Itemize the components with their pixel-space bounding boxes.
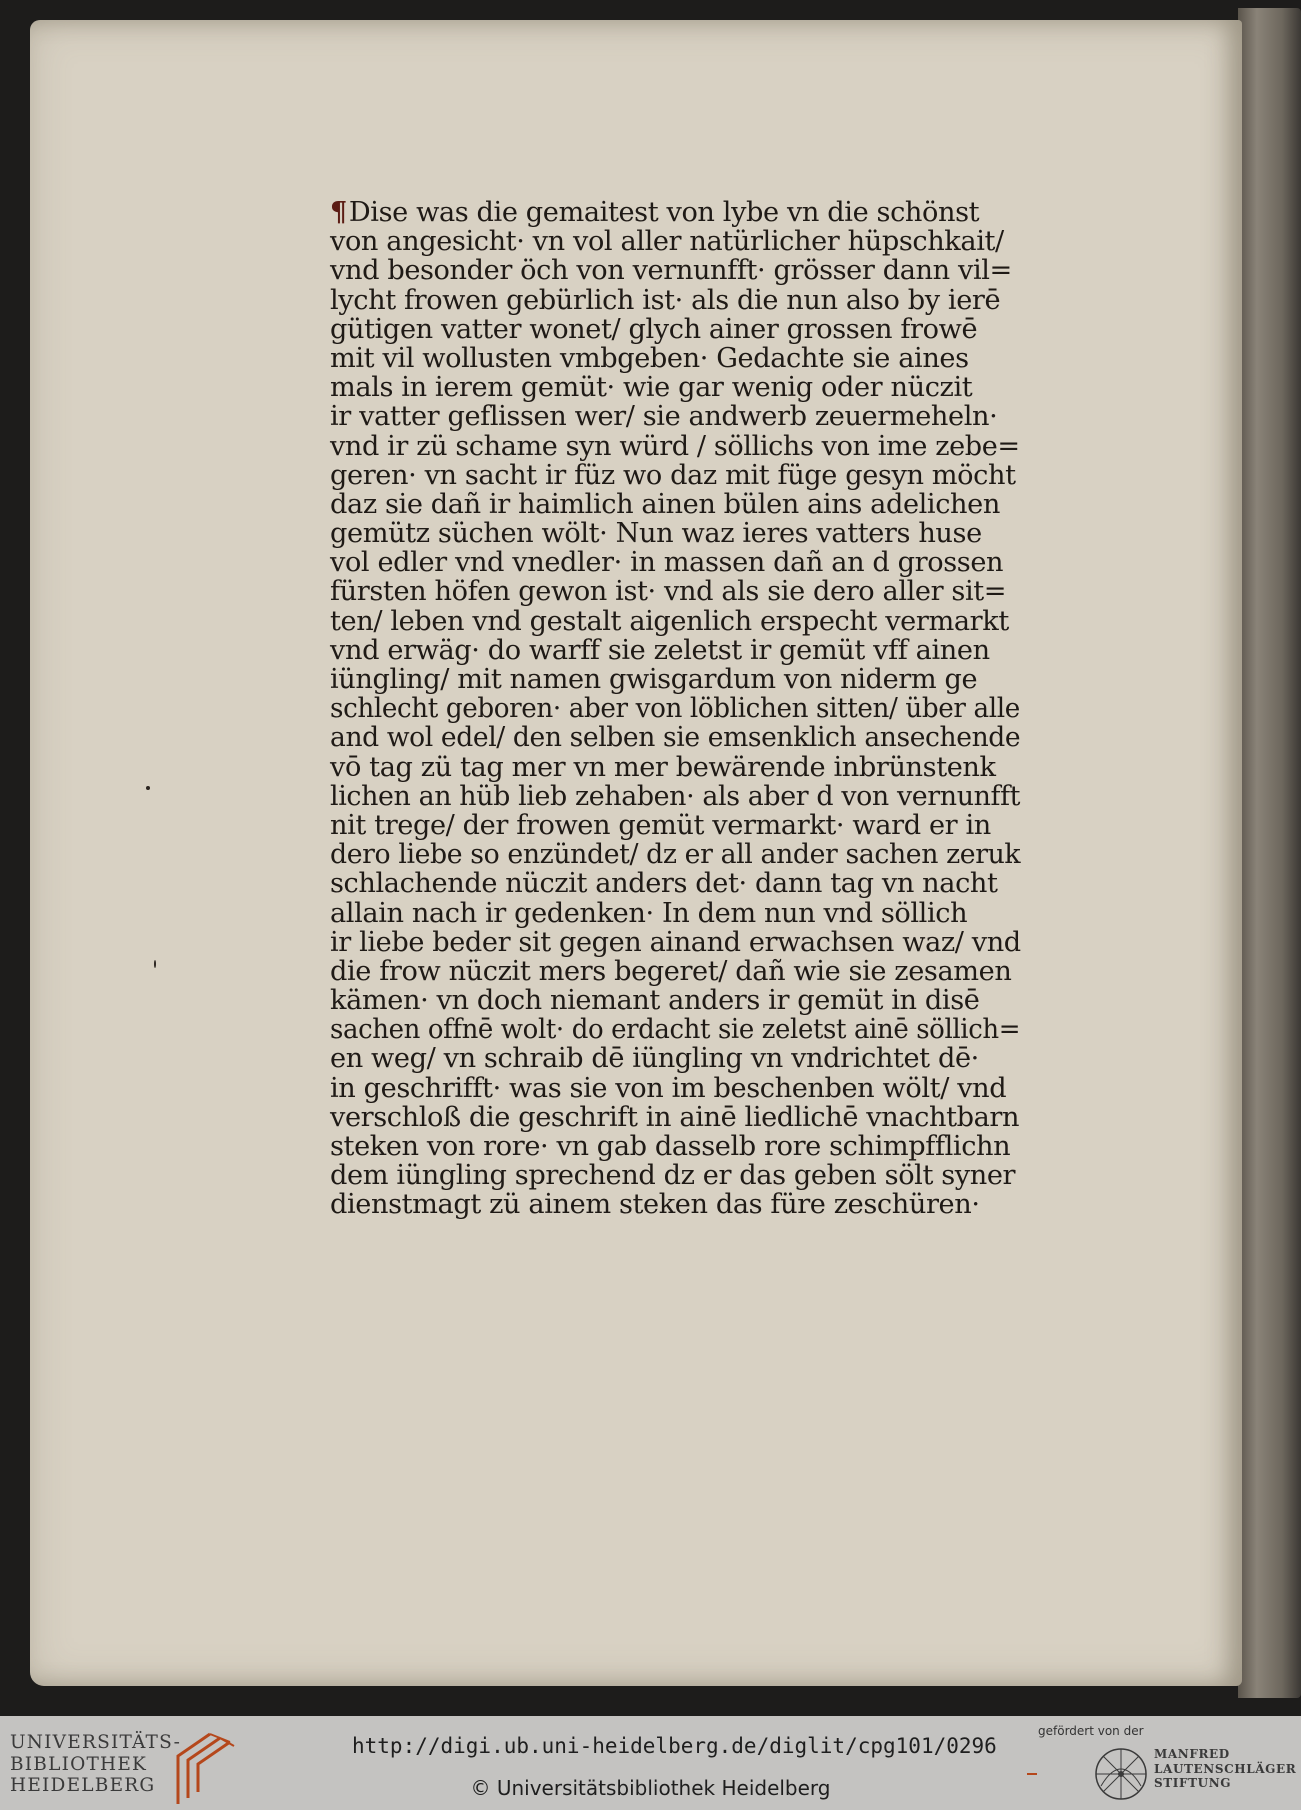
text-line-content: Dise was die gemaitest von lybe vn die schönst — [348, 197, 980, 228]
text-line: verschloß die geschrift in ainē liedlichē vnachtbarn — [330, 1101, 1020, 1133]
permalink-url[interactable]: http://digi.ub.uni-heidelberg.de/diglit/cpg101/0296 — [352, 1734, 997, 1758]
text-line: ir liebe beder sit gegen ainand erwachsen waz/ vnd — [330, 926, 1021, 958]
sponsor-name — [1154, 1747, 1296, 1791]
text-line: die frow nüczit mers begeret/ dañ wie sie zesamen — [330, 955, 1012, 987]
blackletter-text-block — [330, 196, 1021, 1221]
text-line: schlecht geboren· aber von löblichen sitten/ über alle — [330, 693, 1020, 725]
pilcrow-icon: ¶ — [330, 196, 347, 228]
page-edge — [1238, 8, 1301, 1698]
text-line: ir vatter geflissen wer/ sie andwerb zeuermeheln· — [330, 401, 998, 433]
library-name-line: UNIVERSITÄTS- — [10, 1732, 182, 1753]
text-line: in geschrifft· was sie von im beschenben wölt/ vnd — [330, 1072, 1007, 1104]
text-line: daz sie dañ ir haimlich ainen bülen ains adelichen — [330, 488, 1000, 520]
text-line: mit vil wollusten vmbgeben· Gedachte sie aines — [330, 342, 969, 374]
text-line: ten/ leben vnd gestalt aigenlich erspecht vermarkt — [330, 605, 1009, 637]
text-line: fürsten höfen gewon ist· vnd als sie dero aller sit= — [330, 576, 1007, 608]
text-line: sachen offnē wolt· do erdacht sie zeletst ainē söllich= — [330, 1014, 1021, 1046]
text-line: geren· vn sacht ir füz wo daz mit füge gesyn möcht — [330, 459, 1016, 491]
sponsor-name-line: MANFRED — [1154, 1747, 1230, 1761]
text-line: schlachende nüczit anders det· dann tag vn nacht — [330, 868, 998, 900]
text-line: lycht frowen gebürlich ist· als die nun also by ierē — [330, 284, 1001, 316]
footer-bar — [0, 1716, 1301, 1810]
text-line: dienstmagt zü ainem steken das füre zeschüren· — [330, 1189, 980, 1221]
text-line: gemütz süchen wölt· Nun waz ieres vatters huse — [330, 518, 982, 550]
text-line: vol edler vnd vnedler· in massen dañ an d grossen — [330, 547, 1004, 579]
library-name-line: BIBLIOTHEK — [10, 1753, 148, 1775]
library-name-line: HEIDELBERG — [10, 1775, 156, 1796]
text-line: lichen an hüb lieb zehaben· als aber d von vernunfft — [330, 780, 1021, 812]
text-line: dero liebe so enzündet/ dz er all ander sachen zeruk — [330, 839, 1021, 871]
text-line: en weg/ vn schraib dē iüngling vn vndrichtet dē· — [330, 1043, 979, 1075]
text-line: dem iüngling sprechend dz er das geben sölt syner — [330, 1160, 1016, 1192]
text-line: vnd erwäg· do warff sie zeletst ir gemüt vff ainen — [330, 634, 990, 666]
text-line: mals in ierem gemüt· wie gar wenig oder nüczit — [330, 372, 973, 404]
sponsor-divider — [1027, 1773, 1037, 1775]
text-line: nit trege/ der frowen gemüt vermarkt· ward er in — [330, 809, 991, 841]
sponsor-label: gefördert von der — [1038, 1724, 1144, 1738]
sponsor-name-line: LAUTENSCHLÄGER — [1154, 1761, 1297, 1776]
text-line: allain nach ir gedenken· In dem nun vnd söllich — [330, 897, 968, 929]
text-line: steken von rore· vn gab dasselb rore schimpfflichn — [330, 1131, 1011, 1162]
copyright-notice: © Universitätsbibliothek Heidelberg — [470, 1776, 831, 1800]
text-line: gütigen vatter wonet/ glych ainer grossen frowē — [330, 313, 978, 345]
sponsor-name-line: STIFTUNG — [1154, 1776, 1232, 1790]
text-line: vnd besonder öch von vernunfft· grösser dann vil= — [330, 255, 1012, 287]
text-line: vnd ir zü schame syn würd / söllichs von ime zebe= — [330, 430, 1020, 462]
ink-speck — [154, 960, 156, 968]
text-line: von angesicht· vn vol aller natürlicher hüpschkait/ — [330, 226, 1004, 258]
text-line: kämen· vn doch niemant anders ir gemüt in disē — [330, 985, 980, 1017]
ink-speck — [146, 786, 150, 790]
text-line — [330, 198, 1010, 227]
text-line: iüngling/ mit namen gwisgardum von niderm ge — [330, 664, 978, 695]
text-line: and wol edel/ den selben sie emsenklich ansechende — [330, 722, 1021, 754]
text-line: vō tag zü tag mer vn mer bewärende inbrünstenk — [330, 751, 996, 783]
lautenschlaeger-stiftung-logo-icon — [1093, 1746, 1149, 1802]
